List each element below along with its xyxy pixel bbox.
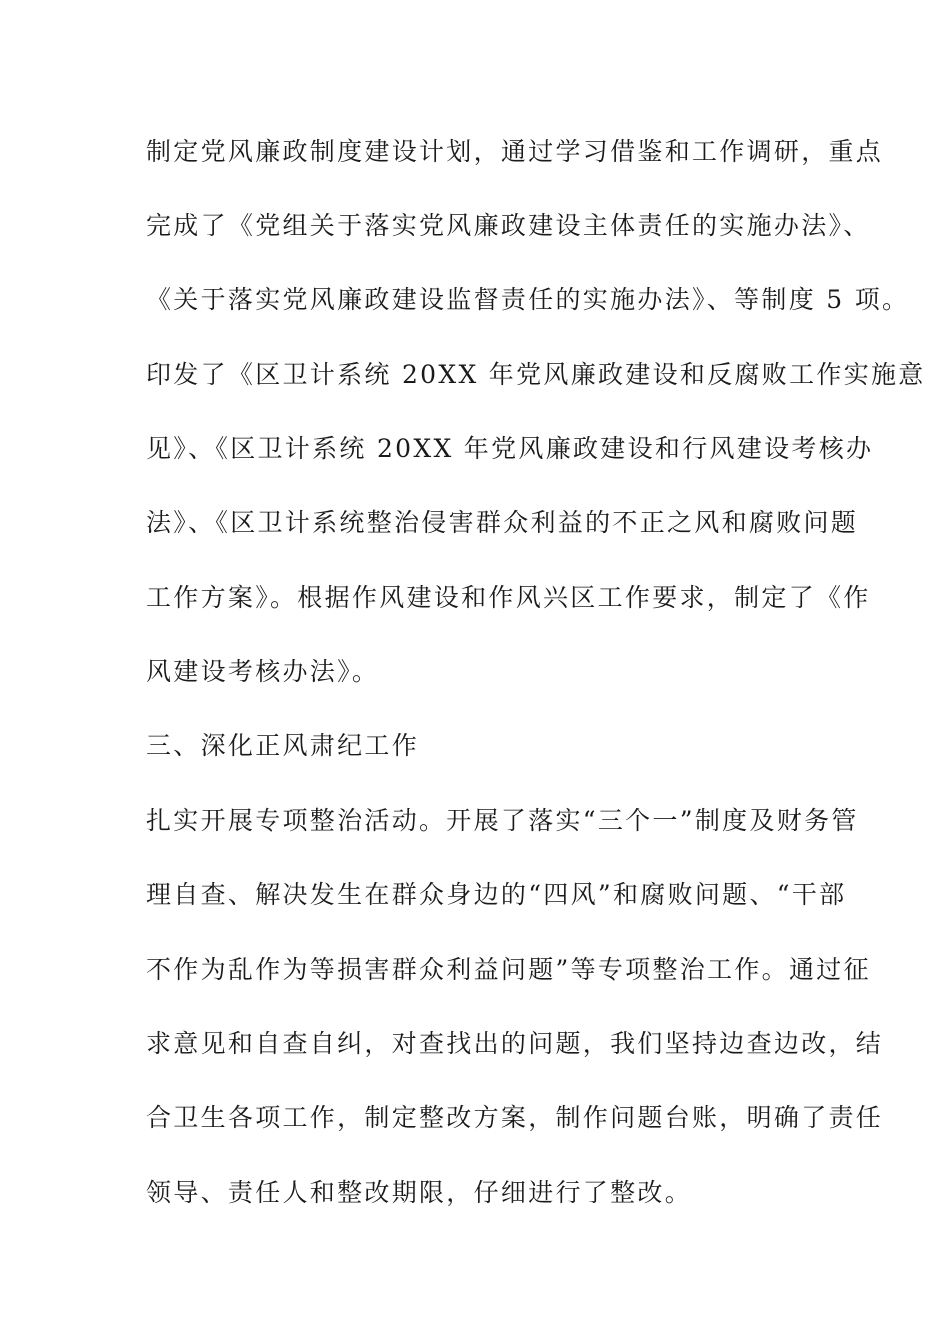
text-line: 见》、《区卫计系统 20XX 年党风廉政建设和行风建设考核办	[146, 434, 874, 463]
text-line: 工作方案》。根据作风建设和作风兴区工作要求，制定了《作	[146, 583, 871, 612]
text-line: 法》、《区卫计系统整治侵害群众利益的不正之风和腐败问题	[146, 508, 859, 537]
text-line: 风建设考核办法》。	[146, 657, 380, 686]
text-line: 合卫生各项工作，制定整改方案，制作问题台账，明确了责任	[146, 1103, 884, 1132]
text-line: 不作为乱作为等损害群众利益问题”等专项整治工作。通过征	[146, 955, 871, 984]
text-line: 理自查、解决发生在群众身边的“四风”和腐败问题、“干部	[146, 880, 847, 909]
text-line: 完成了《党组关于落实党风廉政建设主体责任的实施办法》、	[146, 211, 871, 240]
text-line: 扎实开展专项整治活动。开展了落实“三个一”制度及财务管	[146, 806, 859, 835]
text-line: 求意见和自查自纠，对查找出的问题，我们坚持边查边改，结	[146, 1029, 884, 1058]
text-line: 《关于落实党风廉政建设监督责任的实施办法》、等制度 5 项。	[146, 285, 910, 314]
text-line: 制定党风廉政制度建设计划，通过学习借鉴和工作调研，重点	[146, 137, 884, 166]
text-line: 印发了《区卫计系统 20XX 年党风廉政建设和反腐败工作实施意	[146, 360, 926, 389]
section-heading: 三、深化正风肃纪工作	[146, 731, 420, 760]
text-line: 领导、责任人和整改期限，仔细进行了整改。	[146, 1178, 693, 1207]
